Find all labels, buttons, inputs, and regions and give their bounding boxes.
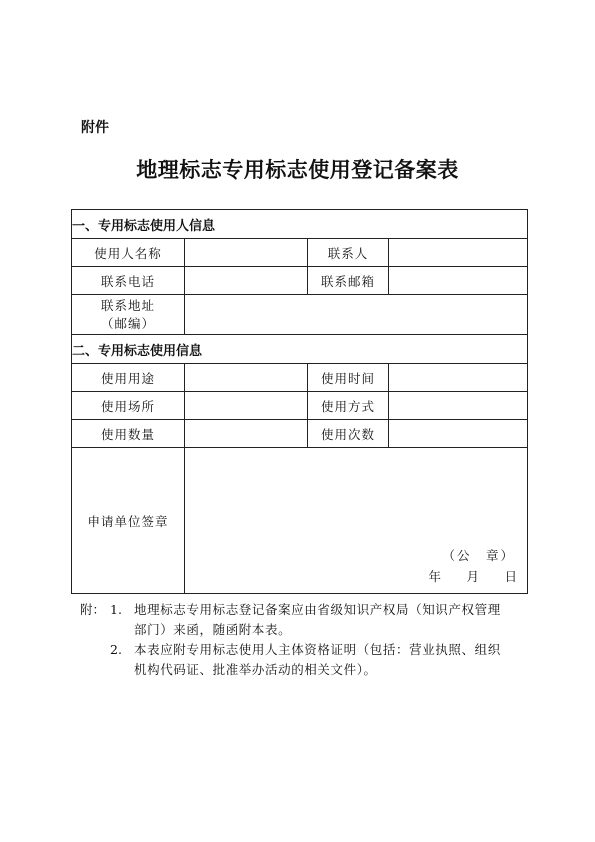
count-label: 使用次数 <box>308 420 389 448</box>
email-field[interactable] <box>389 267 528 295</box>
note-line: 部门）来函，随函附本表。 <box>134 622 292 637</box>
purpose-field[interactable] <box>185 364 308 392</box>
note-number: 1. <box>110 602 122 617</box>
signature-area[interactable] <box>185 448 528 594</box>
contact-person-label: 联系人 <box>308 239 389 267</box>
purpose-label: 使用用途 <box>72 364 185 392</box>
count-field[interactable] <box>389 420 528 448</box>
note-line: 机构代码证、批准举办活动的相关文件）。 <box>134 662 377 677</box>
method-label: 使用方式 <box>308 392 389 420</box>
time-field[interactable] <box>389 364 528 392</box>
note-text <box>134 600 530 640</box>
method-field[interactable] <box>389 392 528 420</box>
address-label-line2: （邮编） <box>100 315 155 331</box>
day-label: 日 <box>504 569 518 584</box>
user-name-row <box>72 239 528 267</box>
address-label <box>72 295 185 335</box>
registration-form-table <box>71 209 528 594</box>
notes-heading: 附： <box>80 602 106 617</box>
phone-field[interactable] <box>185 267 308 295</box>
quantity-field[interactable] <box>185 420 308 448</box>
year-label: 年 <box>428 569 442 584</box>
user-name-label: 使用人名称 <box>72 239 185 267</box>
place-field[interactable] <box>185 392 308 420</box>
note-number: 2. <box>110 642 122 657</box>
email-label: 联系邮箱 <box>308 267 389 295</box>
section-user-info-heading: 一、专用标志使用人信息 <box>72 210 528 239</box>
section-usage-info-heading: 二、专用标志使用信息 <box>72 335 528 364</box>
address-row <box>72 295 528 335</box>
section-user-info-row <box>72 210 528 239</box>
note-item-2 <box>80 640 530 680</box>
quantity-label: 使用数量 <box>72 420 185 448</box>
purpose-row <box>72 364 528 392</box>
section-usage-info-row <box>72 335 528 364</box>
month-label: 月 <box>466 569 480 584</box>
place-label: 使用场所 <box>72 392 185 420</box>
address-label-line1: 联系地址 <box>100 297 155 313</box>
user-name-field[interactable] <box>185 239 308 267</box>
time-label: 使用时间 <box>308 364 389 392</box>
attachment-label: 附件 <box>81 120 109 136</box>
notes-section <box>80 600 530 680</box>
signature-label: 申请单位签章 <box>72 448 185 594</box>
date-line <box>429 567 518 585</box>
note-line: 地理标志专用标志登记备案应由省级知识产权局（知识产权管理 <box>134 602 501 617</box>
contact-person-field[interactable] <box>389 239 528 267</box>
address-field[interactable] <box>185 295 528 335</box>
signature-row <box>72 448 528 594</box>
official-seal-text: （公 章） <box>442 548 516 563</box>
phone-row <box>72 267 528 295</box>
quantity-row <box>72 420 528 448</box>
phone-label: 联系电话 <box>72 267 185 295</box>
note-text <box>134 640 530 680</box>
place-row <box>72 392 528 420</box>
note-item-1 <box>80 600 530 640</box>
note-line: 本表应附专用标志使用人主体资格证明（包括：营业执照、组织 <box>134 642 501 657</box>
page-title: 地理标志专用标志使用登记备案表 <box>136 157 459 182</box>
